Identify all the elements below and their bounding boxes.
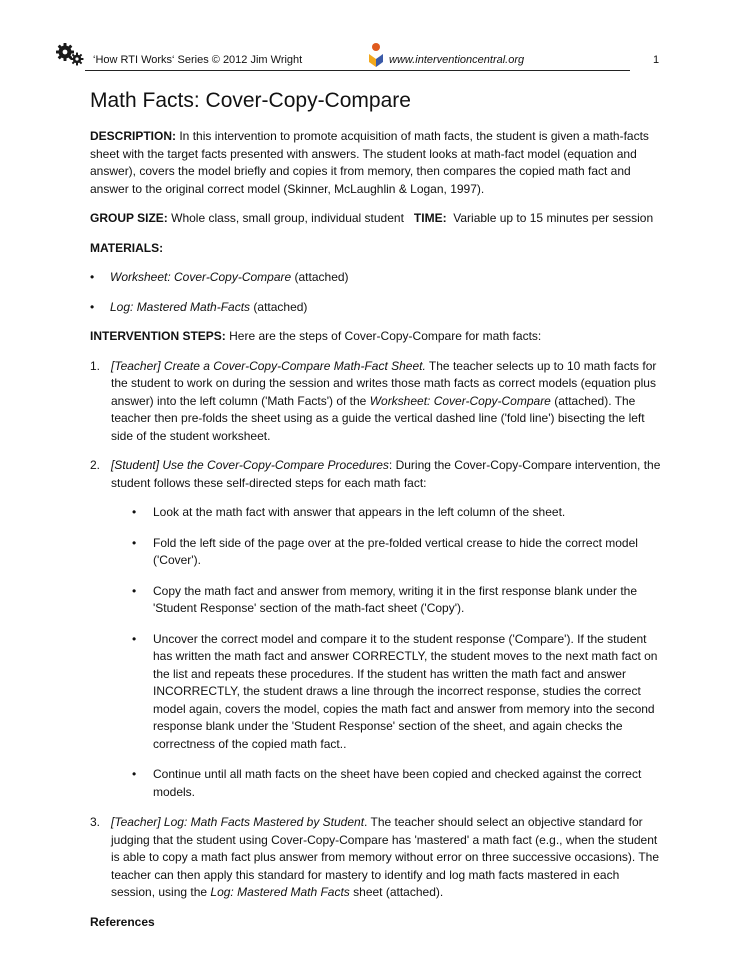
step-number: 1. [90, 358, 101, 373]
page-header [55, 42, 685, 72]
step-number: 2. [90, 458, 101, 472]
bullet-icon: • [132, 583, 137, 598]
page-number: 1 [653, 54, 660, 66]
step-2-bullet-text: Fold the left side of the page over at the pre-folded vertical crease to hide the correct model ('Cover'). [153, 535, 638, 567]
step-3-text-end: sheet (attached). [349, 885, 444, 899]
steps-intro-text: Here are the steps of Cover-Copy-Compare for math facts: [225, 329, 542, 343]
header-website: www.interventioncentral.org [389, 54, 525, 66]
description-text: In this intervention to promote acquisition of math facts, the student is given a math-facts sheet with the target facts presented with answers. The student looks at math-fact model (equation and answer), covers the model briefly and copies it from memory, then compares the copied math fact and answer to the original correct model (Skinner, McLaughlin & Logan, 1997). [90, 129, 649, 196]
step-3-title: [Teacher] Log: Math Facts Mastered by Student [111, 815, 365, 829]
step-number: 3. [90, 815, 101, 829]
step-3-log-ref: Log: Mastered Math Facts [210, 885, 350, 899]
header-divider [85, 70, 630, 71]
references-heading: References [90, 914, 155, 929]
materials-item-note: (attached) [291, 270, 349, 284]
bullet-icon: • [132, 535, 137, 550]
step-2-bullet-text: Uncover the correct model and compare it to the student response ('Compare'). If the student has written the math fact and answer CORRECTLY, the student moves to the next math fact on the list and repeats these procedures. If the student has written the math fact and answer INCORRECTLY, the student draws a line through the incorrect response, studies the correct model again, covers the model, copies the math fact and answer from memory into the second response blank under the 'Student Response' section of the sheet, and again checks the correctness of the copied math fact.. [153, 631, 658, 751]
group-size-paragraph [90, 210, 665, 228]
header-series-text: ‘How RTI Works‘ Series © 2012 Jim Wright [93, 54, 303, 66]
bullet-icon: • [90, 299, 95, 314]
steps-label: INTERVENTION STEPS: [90, 329, 226, 343]
intervention-central-logo-icon [367, 42, 385, 68]
time-text: Variable up to 15 minutes per session [446, 211, 654, 225]
step-1-title: [Teacher] Create a Cover-Copy-Compare Math-Fact Sheet. [111, 358, 426, 373]
step-2-bullet [90, 631, 665, 754]
materials-item-title: Log: Mastered Math-Facts [110, 299, 251, 314]
step-1 [90, 358, 665, 446]
step-2-bullet [90, 766, 665, 801]
materials-item [90, 269, 665, 287]
step-1-text: The teacher selects up to 10 math facts for the student to work on during the session and writes those math facts as correct models (equation plus answer) into the left column ('Math Facts') of the [111, 358, 657, 408]
materials-label: MATERIALS: [90, 240, 164, 255]
description-label: DESCRIPTION: [90, 129, 177, 143]
group-size-label: GROUP SIZE: [90, 211, 168, 225]
step-2-bullet [90, 535, 665, 570]
bullet-icon: • [132, 505, 137, 519]
materials-item [90, 299, 665, 317]
materials-item-title: Worksheet: Cover-Copy-Compare [110, 270, 292, 284]
step-2 [90, 457, 665, 492]
bullet-icon: • [132, 767, 137, 781]
step-3-text: . The teacher should select an objective standard for judging that the student using Cover-Copy-Compare has 'mastered' a math fact (e.g., when the student is able to copy a math fact plus answer from memory without error on three successive occasions). The teacher can then apply this standard for mastery to identify and log math facts mastered in each session, using the [111, 815, 660, 899]
materials-item-note: (attached) [250, 299, 308, 314]
step-2-bullet-text: Look at the math fact with answer that appears in the left column of the sheet. [153, 505, 566, 519]
step-2-bullet [90, 583, 665, 618]
step-2-text: : During the Cover-Copy-Compare intervention, the student follows these self-directed steps for each math fact: [111, 458, 661, 490]
step-2-bullet-text: Copy the math fact and answer from memory, writing it in the first response blank under the 'Student Response' section of the math-fact sheet ('Copy'). [153, 583, 637, 615]
document-body [90, 88, 665, 943]
step-2-title: [Student] Use the Cover-Copy-Compare Procedures [111, 458, 389, 472]
step-1-text-end: (attached). The teacher then pre-folds the sheet using as a guide the vertical dashed line ('fold line') bisecting the left side of the student worksheet. [111, 393, 645, 443]
page-title: Math Facts: Cover-Copy-Compare [90, 89, 411, 112]
materials-heading [90, 240, 665, 258]
group-size-text: Whole class, small group, individual student [167, 211, 414, 225]
step-1-worksheet-ref: Worksheet: Cover-Copy-Compare [369, 393, 551, 408]
step-3 [90, 814, 665, 902]
step-2-bullet [90, 504, 665, 522]
bullet-icon: • [90, 270, 95, 284]
step-2-bullet-text: Continue until all math facts on the sheet have been copied and checked against the correct models. [153, 767, 642, 799]
steps-intro-paragraph [90, 328, 665, 346]
gears-icon [55, 42, 85, 66]
bullet-icon: • [132, 631, 137, 646]
time-label: TIME: [413, 211, 447, 225]
description-paragraph [90, 128, 665, 198]
